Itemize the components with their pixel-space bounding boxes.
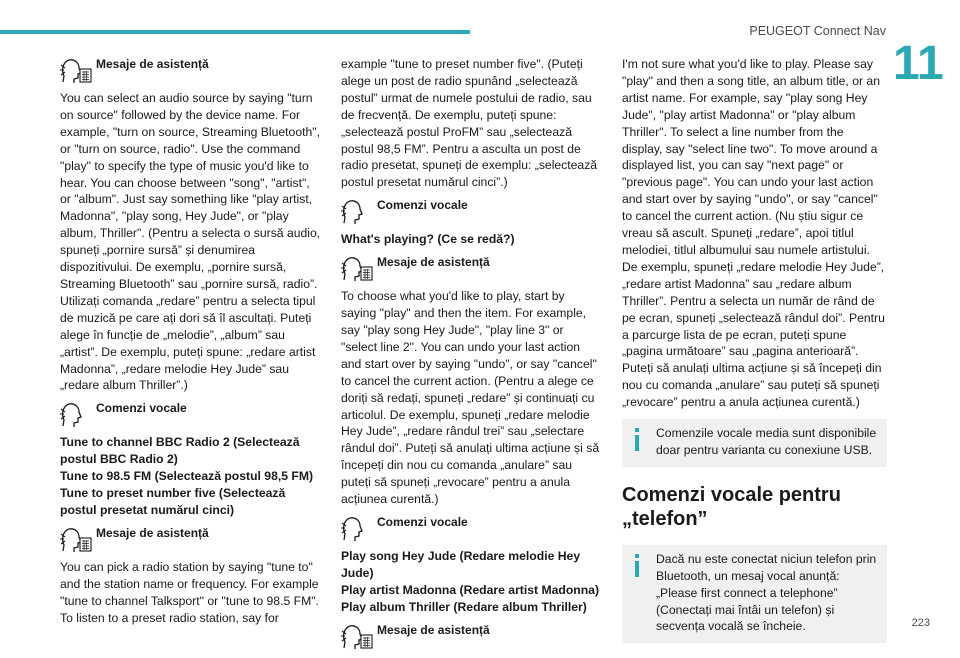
section-header — [60, 525, 322, 555]
info-icon — [632, 551, 656, 636]
section-body: To choose what you'd like to play, start by saying "play" and then the item. For example, say "play song Hey Jude", "play line 3" or "select line 2". You can undo your last action and start over by saying "undo", or say "cancel" to cancel the current action. (Pentru a alege ce doriți să redați, spuneți „redare” și continuați cu articolul. De exemplu, spuneți „redare melodie Hey Jude”, „redare rândul trei” sau „selectare rândul doi”. Puteți să anulați ultima acțiune și să începeți din nou cu comanda „anulare” sau puteți să spuneți „revocare” pentru a anula acțiunea curentă.) — [341, 289, 600, 507]
section-title: Comenzi vocale — [377, 514, 468, 529]
section-commands-radio — [60, 400, 322, 519]
paragraph-continued: I'm not sure what you'd like to play. Please say "play" and then a song title, an album title, or an artist name. For example, say "play song Hey Jude", "play artist Madonna" or "play album Thriller". To select a line number from the display, say "select line two". To move around a displayed list, you can say "next page" or "previous page". You can undo your last action and start over by saying "undo", or say "cancel" to cancel the current action. (Nu știu sigur ce vreau să ascult. Spuneți „redare”, apoi titlul melodiei, titlul albumului sau numele artistului. De exemplu, spuneți „redare melodie Hey Jude”, „redare artist Madonna” sau „redare album Thriller”. Pentru a selecta un număr de rând de pe ecran, spuneți „selectează rândul doi”. Pentru a parcurge lista de pe ecran, puteți spune „pagina următoare” sau „pagina anterioară”. Puteți să anulați ultima acțiune și să începeți din nou cu comanda „anulare” sau puteți să spuneți „revocare” pentru a anula acțiunea curentă.) — [622, 57, 885, 410]
section-header — [341, 197, 603, 227]
info-text: Dacă nu este conectat niciun telefon prin Bluetooth, un mesaj vocal anunță: „Please first connect a telephone” (Conectați mai întâi un telefon) și secvența vocală se încheie. — [656, 551, 877, 634]
info-box-phone — [622, 545, 887, 644]
section-assistance-audio — [60, 56, 322, 394]
section-assistance-play — [341, 254, 603, 508]
info-box-usb — [622, 419, 887, 467]
section-title: Mesaje de asistență — [96, 57, 209, 71]
section-commands-play — [341, 514, 603, 616]
section-body: You can pick a radio station by saying "tune to" and the station name or frequency. For example "tune to channel Talksport" or "tune to 98.5 FM". To listen to a preset radio station, say for — [60, 559, 319, 625]
page-number: 223 — [911, 617, 930, 629]
header-accent-bar — [0, 30, 470, 34]
section-header — [60, 400, 322, 430]
section-title: Mesaje de asistență — [96, 525, 209, 540]
voice-assistant-message-icon — [341, 254, 373, 284]
voice-command-icon — [341, 514, 373, 544]
section-commands-playing — [341, 197, 603, 248]
voice-assistant-message-icon — [60, 525, 92, 555]
info-icon — [632, 425, 656, 459]
section-heading-phone: Comenzi vocale pentru „telefon” — [622, 483, 841, 530]
voice-command-icon — [341, 197, 373, 227]
header-title: PEUGEOT Connect Nav — [749, 24, 886, 38]
section-title: Mesaje de asistență — [377, 255, 490, 270]
section-body: Tune to channel BBC Radio 2 (Selectează postul BBC Radio 2) Tune to 98.5 FM (Selectează postul 98,5 FM) Tune to preset number five (Selectează postul presetat numărul cinci) — [60, 435, 314, 517]
section-assistance-radio — [60, 525, 322, 627]
section-header — [341, 622, 603, 652]
column-3 — [622, 56, 887, 653]
section-header — [341, 514, 603, 544]
paragraph-continued: example "tune to preset number five". (Puteți alege un post de radio spunând „selectează postul” urmat de numele postului de radio, sau de frecvență. De exemplu, puteți spune: „selectează postul ProFM” sau „selectează postul 98,5 FM”. Pentru a asculta un post de radio presetat, spuneți de exemplu: „selectează postul presetat numărul cinci”.) — [341, 57, 598, 190]
section-assistance-unsure — [341, 622, 603, 652]
info-text: Comenzile vocale media sunt disponibile doar pentru varianta cu conexiune USB. — [656, 426, 877, 457]
section-title: Comenzi vocale — [377, 198, 468, 213]
section-body: What's playing? (Ce se redă?) — [341, 232, 515, 247]
voice-command-icon — [60, 400, 92, 430]
voice-assistant-message-icon — [341, 622, 373, 652]
voice-assistant-message-icon — [60, 56, 92, 86]
section-header — [60, 56, 322, 86]
column-1 — [60, 56, 322, 632]
section-title: Comenzi vocale — [96, 401, 187, 416]
chapter-number: 11 — [893, 37, 944, 90]
section-body: Play song Hey Jude (Redare melodie Hey Jude) Play artist Madonna (Redare artist Madonna) Play album Thriller (Redare album Thriller) — [341, 548, 600, 614]
section-body: You can select an audio source by saying "turn on source" followed by the device name. For example, "turn on source, Streaming Bluetooth", or "turn on source, radio". Use the command "play" to specify the type of music you'd like to hear. You can choose between "song", "artist", or "album". Just say something like "play artist, Madonna", "play song, Hey Jude", or "play album, Thriller". (Pentru a selecta o sursă audio, spuneți „pornire sursă” și denumirea dispozitivului. De exemplu, „pornire sursă, Streaming Bluetooth” sau „pornire sursă, radio”. Utilizați comanda „redare” pentru a selecta tipul de muzică pe care ați dori să îl ascultați. Puteți alege în funcție de „melodie”, „album” sau „artist”. De exemplu, puteți spune: „redare artist Madonna”, „redare melodie Hey Jude” sau „redare album Thriller”.) — [60, 91, 321, 393]
section-title: Mesaje de asistență — [377, 622, 490, 637]
section-header — [341, 254, 603, 284]
column-2 — [341, 56, 603, 658]
